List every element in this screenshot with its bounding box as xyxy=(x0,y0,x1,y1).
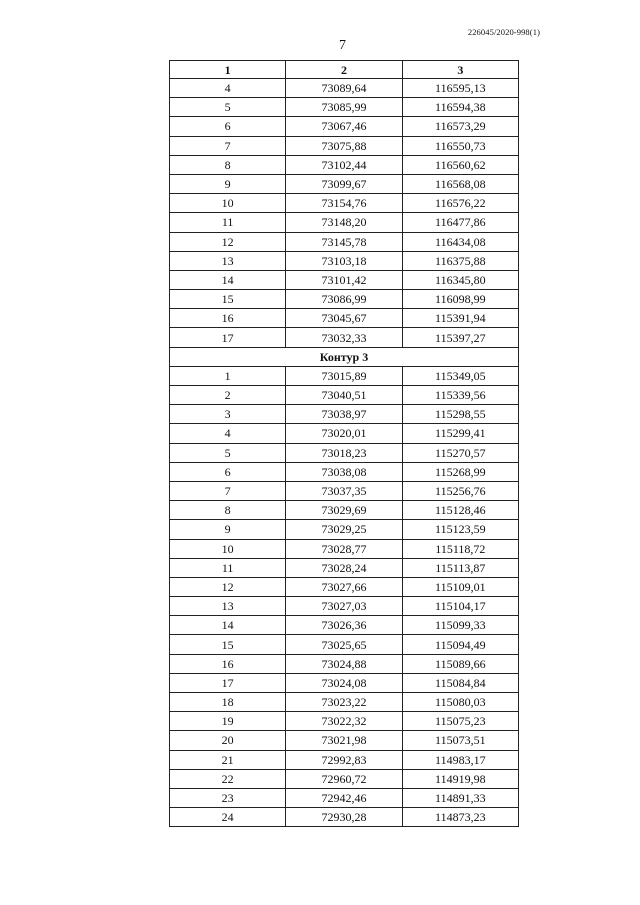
point-number-cell: 16 xyxy=(170,309,286,328)
x-coordinate-cell: 73148,20 xyxy=(286,213,402,232)
page-number: 7 xyxy=(339,38,346,53)
point-number-cell: 2 xyxy=(170,386,286,405)
y-coordinate-cell: 116098,99 xyxy=(402,290,518,309)
x-coordinate-cell: 73040,51 xyxy=(286,386,402,405)
table-row xyxy=(170,136,519,155)
y-coordinate-cell: 116477,86 xyxy=(402,213,518,232)
table-row xyxy=(170,117,519,136)
point-number-cell: 15 xyxy=(170,290,286,309)
table-header xyxy=(170,61,519,79)
y-coordinate-cell: 115084,84 xyxy=(402,673,518,692)
x-coordinate-cell: 73045,67 xyxy=(286,309,402,328)
y-coordinate-cell: 116560,62 xyxy=(402,155,518,174)
point-number-cell: 21 xyxy=(170,750,286,769)
x-coordinate-cell: 73075,88 xyxy=(286,136,402,155)
table-row xyxy=(170,213,519,232)
table-row xyxy=(170,769,519,788)
x-coordinate-cell: 73024,08 xyxy=(286,673,402,692)
x-coordinate-cell: 72930,28 xyxy=(286,808,402,827)
table-row xyxy=(170,616,519,635)
table-row xyxy=(170,155,519,174)
point-number-cell: 17 xyxy=(170,673,286,692)
point-number-cell: 12 xyxy=(170,577,286,596)
y-coordinate-cell: 115256,76 xyxy=(402,481,518,500)
x-coordinate-cell: 73028,24 xyxy=(286,558,402,577)
y-coordinate-cell: 114919,98 xyxy=(402,769,518,788)
coordinates-table xyxy=(169,60,519,827)
x-coordinate-cell: 73038,97 xyxy=(286,405,402,424)
point-number-cell: 6 xyxy=(170,462,286,481)
y-coordinate-cell: 115089,66 xyxy=(402,654,518,673)
table-row xyxy=(170,731,519,750)
point-number-cell: 9 xyxy=(170,520,286,539)
y-coordinate-cell: 116345,80 xyxy=(402,270,518,289)
x-coordinate-cell: 73103,18 xyxy=(286,251,402,270)
table-row xyxy=(170,424,519,443)
point-number-cell: 10 xyxy=(170,194,286,213)
table-body xyxy=(170,79,519,827)
point-number-cell: 11 xyxy=(170,213,286,232)
table-row xyxy=(170,309,519,328)
y-coordinate-cell: 115349,05 xyxy=(402,366,518,385)
x-coordinate-cell: 73018,23 xyxy=(286,443,402,462)
x-coordinate-cell: 73099,67 xyxy=(286,174,402,193)
point-number-cell: 20 xyxy=(170,731,286,750)
x-coordinate-cell: 72960,72 xyxy=(286,769,402,788)
table-row xyxy=(170,98,519,117)
x-coordinate-cell: 73089,64 xyxy=(286,79,402,98)
x-coordinate-cell: 73145,78 xyxy=(286,232,402,251)
column-header-2: 2 xyxy=(286,61,402,79)
y-coordinate-cell: 115298,55 xyxy=(402,405,518,424)
point-number-cell: 9 xyxy=(170,174,286,193)
x-coordinate-cell: 73101,42 xyxy=(286,270,402,289)
table-row xyxy=(170,270,519,289)
table-row xyxy=(170,481,519,500)
table-row xyxy=(170,808,519,827)
point-number-cell: 1 xyxy=(170,366,286,385)
point-number-cell: 17 xyxy=(170,328,286,347)
point-number-cell: 19 xyxy=(170,712,286,731)
table-row xyxy=(170,462,519,481)
table-row xyxy=(170,251,519,270)
table-row xyxy=(170,194,519,213)
y-coordinate-cell: 115270,57 xyxy=(402,443,518,462)
y-coordinate-cell: 115299,41 xyxy=(402,424,518,443)
x-coordinate-cell: 73038,08 xyxy=(286,462,402,481)
table-row xyxy=(170,712,519,731)
column-header-3: 3 xyxy=(402,61,518,79)
table-row xyxy=(170,597,519,616)
y-coordinate-cell: 115391,94 xyxy=(402,309,518,328)
table-row xyxy=(170,405,519,424)
y-coordinate-cell: 115268,99 xyxy=(402,462,518,481)
x-coordinate-cell: 73020,01 xyxy=(286,424,402,443)
x-coordinate-cell: 73029,69 xyxy=(286,501,402,520)
point-number-cell: 14 xyxy=(170,270,286,289)
y-coordinate-cell: 115104,17 xyxy=(402,597,518,616)
y-coordinate-cell: 116375,88 xyxy=(402,251,518,270)
x-coordinate-cell: 73085,99 xyxy=(286,98,402,117)
point-number-cell: 18 xyxy=(170,693,286,712)
point-number-cell: 8 xyxy=(170,501,286,520)
x-coordinate-cell: 73025,65 xyxy=(286,635,402,654)
point-number-cell: 4 xyxy=(170,424,286,443)
x-coordinate-cell: 73154,76 xyxy=(286,194,402,213)
point-number-cell: 12 xyxy=(170,232,286,251)
x-coordinate-cell: 73032,33 xyxy=(286,328,402,347)
table-row xyxy=(170,290,519,309)
table-row xyxy=(170,328,519,347)
section-title: Контур 3 xyxy=(170,347,519,366)
document-id: 226045/2020-998(1) xyxy=(467,27,540,37)
point-number-cell: 13 xyxy=(170,251,286,270)
x-coordinate-cell: 73086,99 xyxy=(286,290,402,309)
x-coordinate-cell: 73027,03 xyxy=(286,597,402,616)
y-coordinate-cell: 116594,38 xyxy=(402,98,518,117)
y-coordinate-cell: 116568,08 xyxy=(402,174,518,193)
table-row xyxy=(170,635,519,654)
table-row xyxy=(170,501,519,520)
y-coordinate-cell: 115094,49 xyxy=(402,635,518,654)
table-row xyxy=(170,232,519,251)
point-number-cell: 24 xyxy=(170,808,286,827)
y-coordinate-cell: 115099,33 xyxy=(402,616,518,635)
point-number-cell: 11 xyxy=(170,558,286,577)
x-coordinate-cell: 72992,83 xyxy=(286,750,402,769)
y-coordinate-cell: 115123,59 xyxy=(402,520,518,539)
x-coordinate-cell: 73024,88 xyxy=(286,654,402,673)
point-number-cell: 8 xyxy=(170,155,286,174)
point-number-cell: 14 xyxy=(170,616,286,635)
y-coordinate-cell: 115118,72 xyxy=(402,539,518,558)
point-number-cell: 7 xyxy=(170,481,286,500)
point-number-cell: 22 xyxy=(170,769,286,788)
y-coordinate-cell: 114983,17 xyxy=(402,750,518,769)
y-coordinate-cell: 115109,01 xyxy=(402,577,518,596)
x-coordinate-cell: 73027,66 xyxy=(286,577,402,596)
header-row xyxy=(170,61,519,79)
point-number-cell: 7 xyxy=(170,136,286,155)
table-row xyxy=(170,693,519,712)
table-row xyxy=(170,577,519,596)
x-coordinate-cell: 73022,32 xyxy=(286,712,402,731)
x-coordinate-cell: 73067,46 xyxy=(286,117,402,136)
table-row xyxy=(170,654,519,673)
x-coordinate-cell: 72942,46 xyxy=(286,788,402,807)
x-coordinate-cell: 73023,22 xyxy=(286,693,402,712)
x-coordinate-cell: 73021,98 xyxy=(286,731,402,750)
point-number-cell: 13 xyxy=(170,597,286,616)
y-coordinate-cell: 116595,13 xyxy=(402,79,518,98)
point-number-cell: 15 xyxy=(170,635,286,654)
table-row xyxy=(170,174,519,193)
y-coordinate-cell: 115128,46 xyxy=(402,501,518,520)
point-number-cell: 5 xyxy=(170,443,286,462)
x-coordinate-cell: 73015,89 xyxy=(286,366,402,385)
table-row xyxy=(170,539,519,558)
y-coordinate-cell: 114873,23 xyxy=(402,808,518,827)
y-coordinate-cell: 115397,27 xyxy=(402,328,518,347)
y-coordinate-cell: 116573,29 xyxy=(402,117,518,136)
table-row xyxy=(170,386,519,405)
x-coordinate-cell: 73026,36 xyxy=(286,616,402,635)
point-number-cell: 5 xyxy=(170,98,286,117)
x-coordinate-cell: 73029,25 xyxy=(286,520,402,539)
table-row xyxy=(170,520,519,539)
table-row xyxy=(170,366,519,385)
y-coordinate-cell: 115073,51 xyxy=(402,731,518,750)
section-row xyxy=(170,347,519,366)
column-header-1: 1 xyxy=(170,61,286,79)
table-row xyxy=(170,443,519,462)
point-number-cell: 6 xyxy=(170,117,286,136)
y-coordinate-cell: 115339,56 xyxy=(402,386,518,405)
y-coordinate-cell: 116434,08 xyxy=(402,232,518,251)
table-row xyxy=(170,750,519,769)
y-coordinate-cell: 114891,33 xyxy=(402,788,518,807)
y-coordinate-cell: 115080,03 xyxy=(402,693,518,712)
point-number-cell: 10 xyxy=(170,539,286,558)
y-coordinate-cell: 116550,73 xyxy=(402,136,518,155)
x-coordinate-cell: 73028,77 xyxy=(286,539,402,558)
point-number-cell: 16 xyxy=(170,654,286,673)
table-row xyxy=(170,79,519,98)
table-row xyxy=(170,558,519,577)
table-row xyxy=(170,788,519,807)
point-number-cell: 23 xyxy=(170,788,286,807)
point-number-cell: 4 xyxy=(170,79,286,98)
table-row xyxy=(170,673,519,692)
y-coordinate-cell: 115113,87 xyxy=(402,558,518,577)
x-coordinate-cell: 73102,44 xyxy=(286,155,402,174)
y-coordinate-cell: 115075,23 xyxy=(402,712,518,731)
point-number-cell: 3 xyxy=(170,405,286,424)
x-coordinate-cell: 73037,35 xyxy=(286,481,402,500)
y-coordinate-cell: 116576,22 xyxy=(402,194,518,213)
